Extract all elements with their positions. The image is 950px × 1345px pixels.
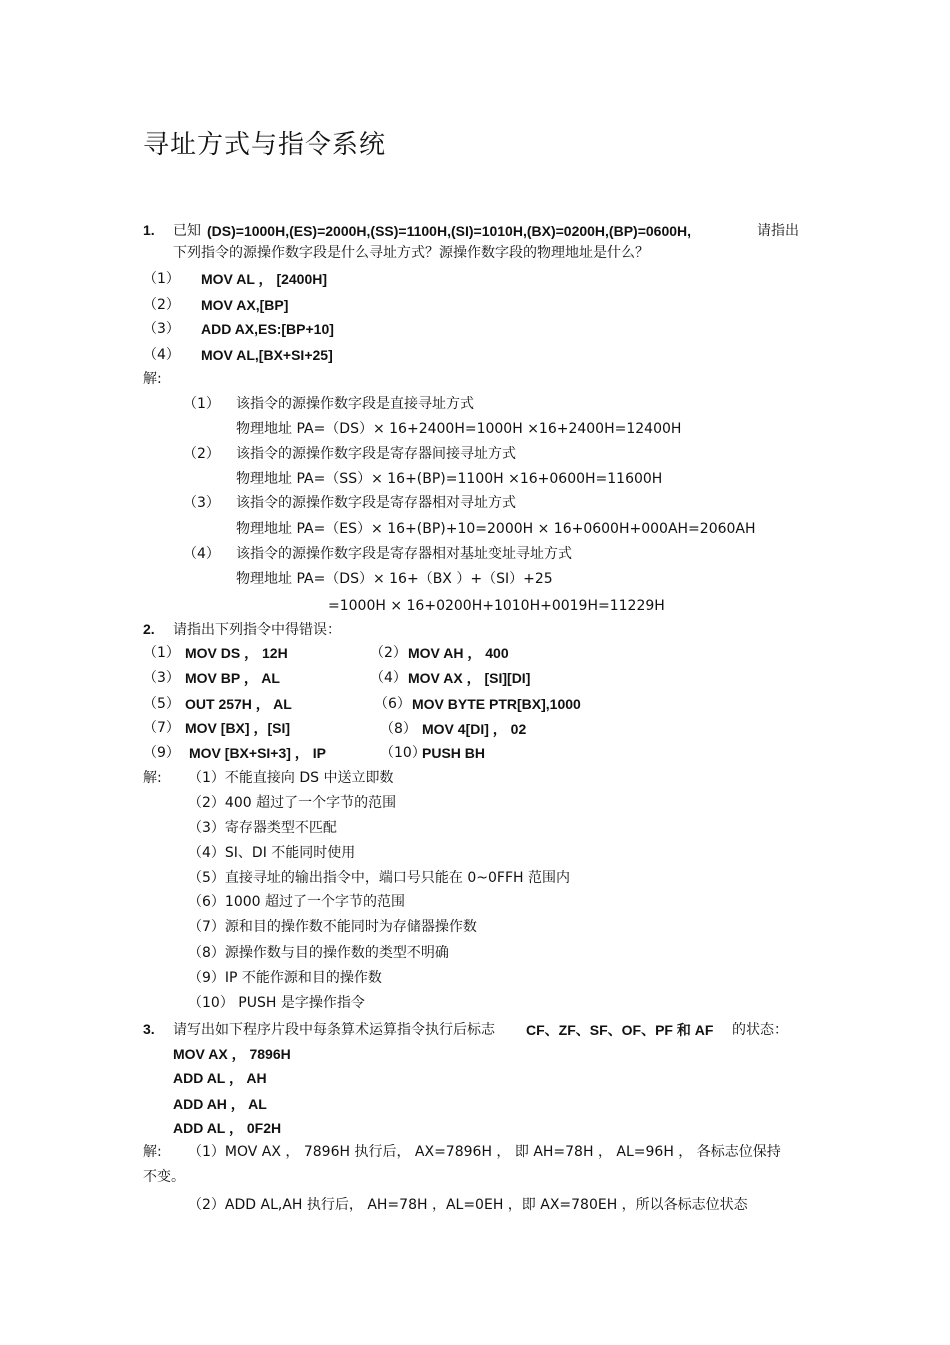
q1-item-code: MOV AL ， [2400H]: [201, 271, 328, 287]
q3-answer-label: 解:: [143, 1144, 162, 1160]
q1-answer-label-num: （1）: [183, 396, 220, 412]
q1-answer-text: 该指令的源操作数字段是寄存器相对基址变址寻址方式: [236, 546, 572, 562]
q1-answer-text: 该指令的源操作数字段是寄存器相对寻址方式: [236, 495, 516, 511]
q2-item-code: MOV [BX+SI+3] ， IP: [189, 745, 326, 761]
q3-code-line: ADD AL ， 0F2H: [173, 1120, 282, 1136]
q3-answer-line: 不变。: [143, 1169, 185, 1185]
q2-answer-line: （4）SI、DI 不能同时使用: [188, 845, 356, 861]
q2-answer-label: 解:: [143, 770, 162, 786]
q2-number: 2.: [143, 621, 155, 637]
q2-item-label: （6）: [374, 696, 411, 712]
q2-answer-line: （10） PUSH 是字操作指令: [188, 995, 365, 1011]
q3-intro-flags: CF、ZF、SF、OF、PF 和 AF: [526, 1022, 714, 1038]
q2-item-code: MOV AX ， [SI][DI]: [408, 670, 531, 686]
q1-answer-text: 该指令的源操作数字段是直接寻址方式: [236, 396, 474, 412]
q3-code-line: MOV AX ， 7896H: [173, 1046, 291, 1062]
q2-answer-line: （3）寄存器类型不匹配: [188, 820, 337, 836]
q1-answer4-continuation: =1000H × 16+0200H+1010H+0019H=11229H: [328, 598, 665, 614]
q2-item-label: （1）: [143, 645, 180, 661]
q2-item-label: （2）: [370, 645, 407, 661]
q3-intro: 请写出如下程序片段中每条算术运算指令执行后标志: [173, 1022, 495, 1038]
q1-answer-label-num: （2）: [183, 446, 220, 462]
q2-answer-line: （2）400 超过了一个字节的范围: [188, 795, 397, 811]
q2-item-code: PUSH BH: [422, 745, 486, 761]
q2-answer-line: （1）不能直接向 DS 中送立即数: [188, 770, 394, 786]
q3-answer-line: （1）MOV AX ， 7896H 执行后， AX=7896H ， 即 AH=78H ， AL=96H ， 各标志位保持: [188, 1144, 781, 1160]
q3-intro-end: 的状态：: [732, 1022, 788, 1038]
q1-item-label: （4）: [143, 347, 180, 363]
q1-answer-label-num: （3）: [183, 495, 220, 511]
q1-intro-b: 请指出: [757, 223, 799, 239]
q2-item-label: （10）: [380, 745, 426, 761]
q3-answer-line: （2）ADD AL,AH 执行后， AH=78H ，AL=0EH ，即 AX=780EH ，所以各标志位状态: [188, 1197, 748, 1213]
q1-item-label: （3）: [143, 321, 180, 337]
q2-answer-line: （6）1000 超过了一个字节的范围: [188, 894, 405, 910]
q2-answer-line: （8）源操作数与目的操作数的类型不明确: [188, 945, 449, 961]
q2-item-label: （3）: [143, 670, 180, 686]
q1-answer-label-num: （4）: [183, 546, 220, 562]
q1-item-label: （1）: [143, 271, 180, 287]
q1-answer-detail: 物理地址 PA=（DS）× 16+2400H=1000H ×16+2400H=12400H: [236, 421, 682, 437]
q1-answer-text: 该指令的源操作数字段是寄存器间接寻址方式: [236, 446, 516, 462]
q2-item-label: （9）: [143, 745, 180, 761]
q2-answer-line: （5）直接寻址的输出指令中，端口号只能在 0~0FFH 范围内: [188, 870, 570, 886]
q2-item-code: OUT 257H ， AL: [185, 696, 292, 712]
q3-number: 3.: [143, 1021, 155, 1037]
q2-item-label: （8）: [380, 721, 417, 737]
q3-code-line: ADD AL ， AH: [173, 1070, 267, 1086]
q2-item-code: MOV [BX] ，[SI]: [185, 720, 290, 736]
q1-item-code: MOV AX,[BP]: [201, 297, 289, 313]
q1-item-code: ADD AX,ES:[BP+10]: [201, 321, 334, 337]
q1-answer-detail: 物理地址 PA=（ES）× 16+(BP)+10=2000H × 16+0600H+000AH=2060AH: [236, 521, 756, 537]
q3-code-line: ADD AH ， AL: [173, 1096, 267, 1112]
q2-item-label: （7）: [143, 720, 180, 736]
q2-item-code: MOV BYTE PTR[BX],1000: [412, 696, 581, 712]
q2-item-label: （5）: [143, 696, 180, 712]
q1-intro-line2: 下列指令的源操作数字段是什么寻址方式？源操作数字段的物理地址是什么？: [173, 245, 649, 261]
q2-item-code: MOV BP ， AL: [185, 670, 280, 686]
q2-item-code: MOV DS ， 12H: [185, 645, 288, 661]
q2-item-label: （4）: [370, 670, 407, 686]
q2-item-code: MOV AH ， 400: [408, 645, 509, 661]
q1-answer-detail: 物理地址 PA=（DS）× 16+（BX ）+（SI）+25: [236, 571, 553, 587]
q1-item-code: MOV AL,[BX+SI+25]: [201, 347, 333, 363]
page-title: 寻址方式与指令系统: [143, 130, 387, 160]
q2-intro: 请指出下列指令中得错误：: [173, 622, 341, 638]
q1-intro-a: 已知: [173, 223, 201, 239]
q2-item-code: MOV 4[DI] ， 02: [422, 721, 527, 737]
q1-number: 1.: [143, 222, 155, 238]
q2-answer-line: （7）源和目的操作数不能同时为存储器操作数: [188, 919, 477, 935]
q1-item-label: （2）: [143, 297, 180, 313]
q2-answer-line: （9）IP 不能作源和目的操作数: [188, 970, 382, 986]
q1-answer-label: 解:: [143, 371, 162, 387]
q1-intro-regs: (DS)=1000H,(ES)=2000H,(SS)=1100H,(SI)=1010H,(BX)=0200H,(BP)=0600H,: [207, 223, 692, 239]
q1-answer-detail: 物理地址 PA=（SS）× 16+(BP)=1100H ×16+0600H=11600H: [236, 471, 663, 487]
